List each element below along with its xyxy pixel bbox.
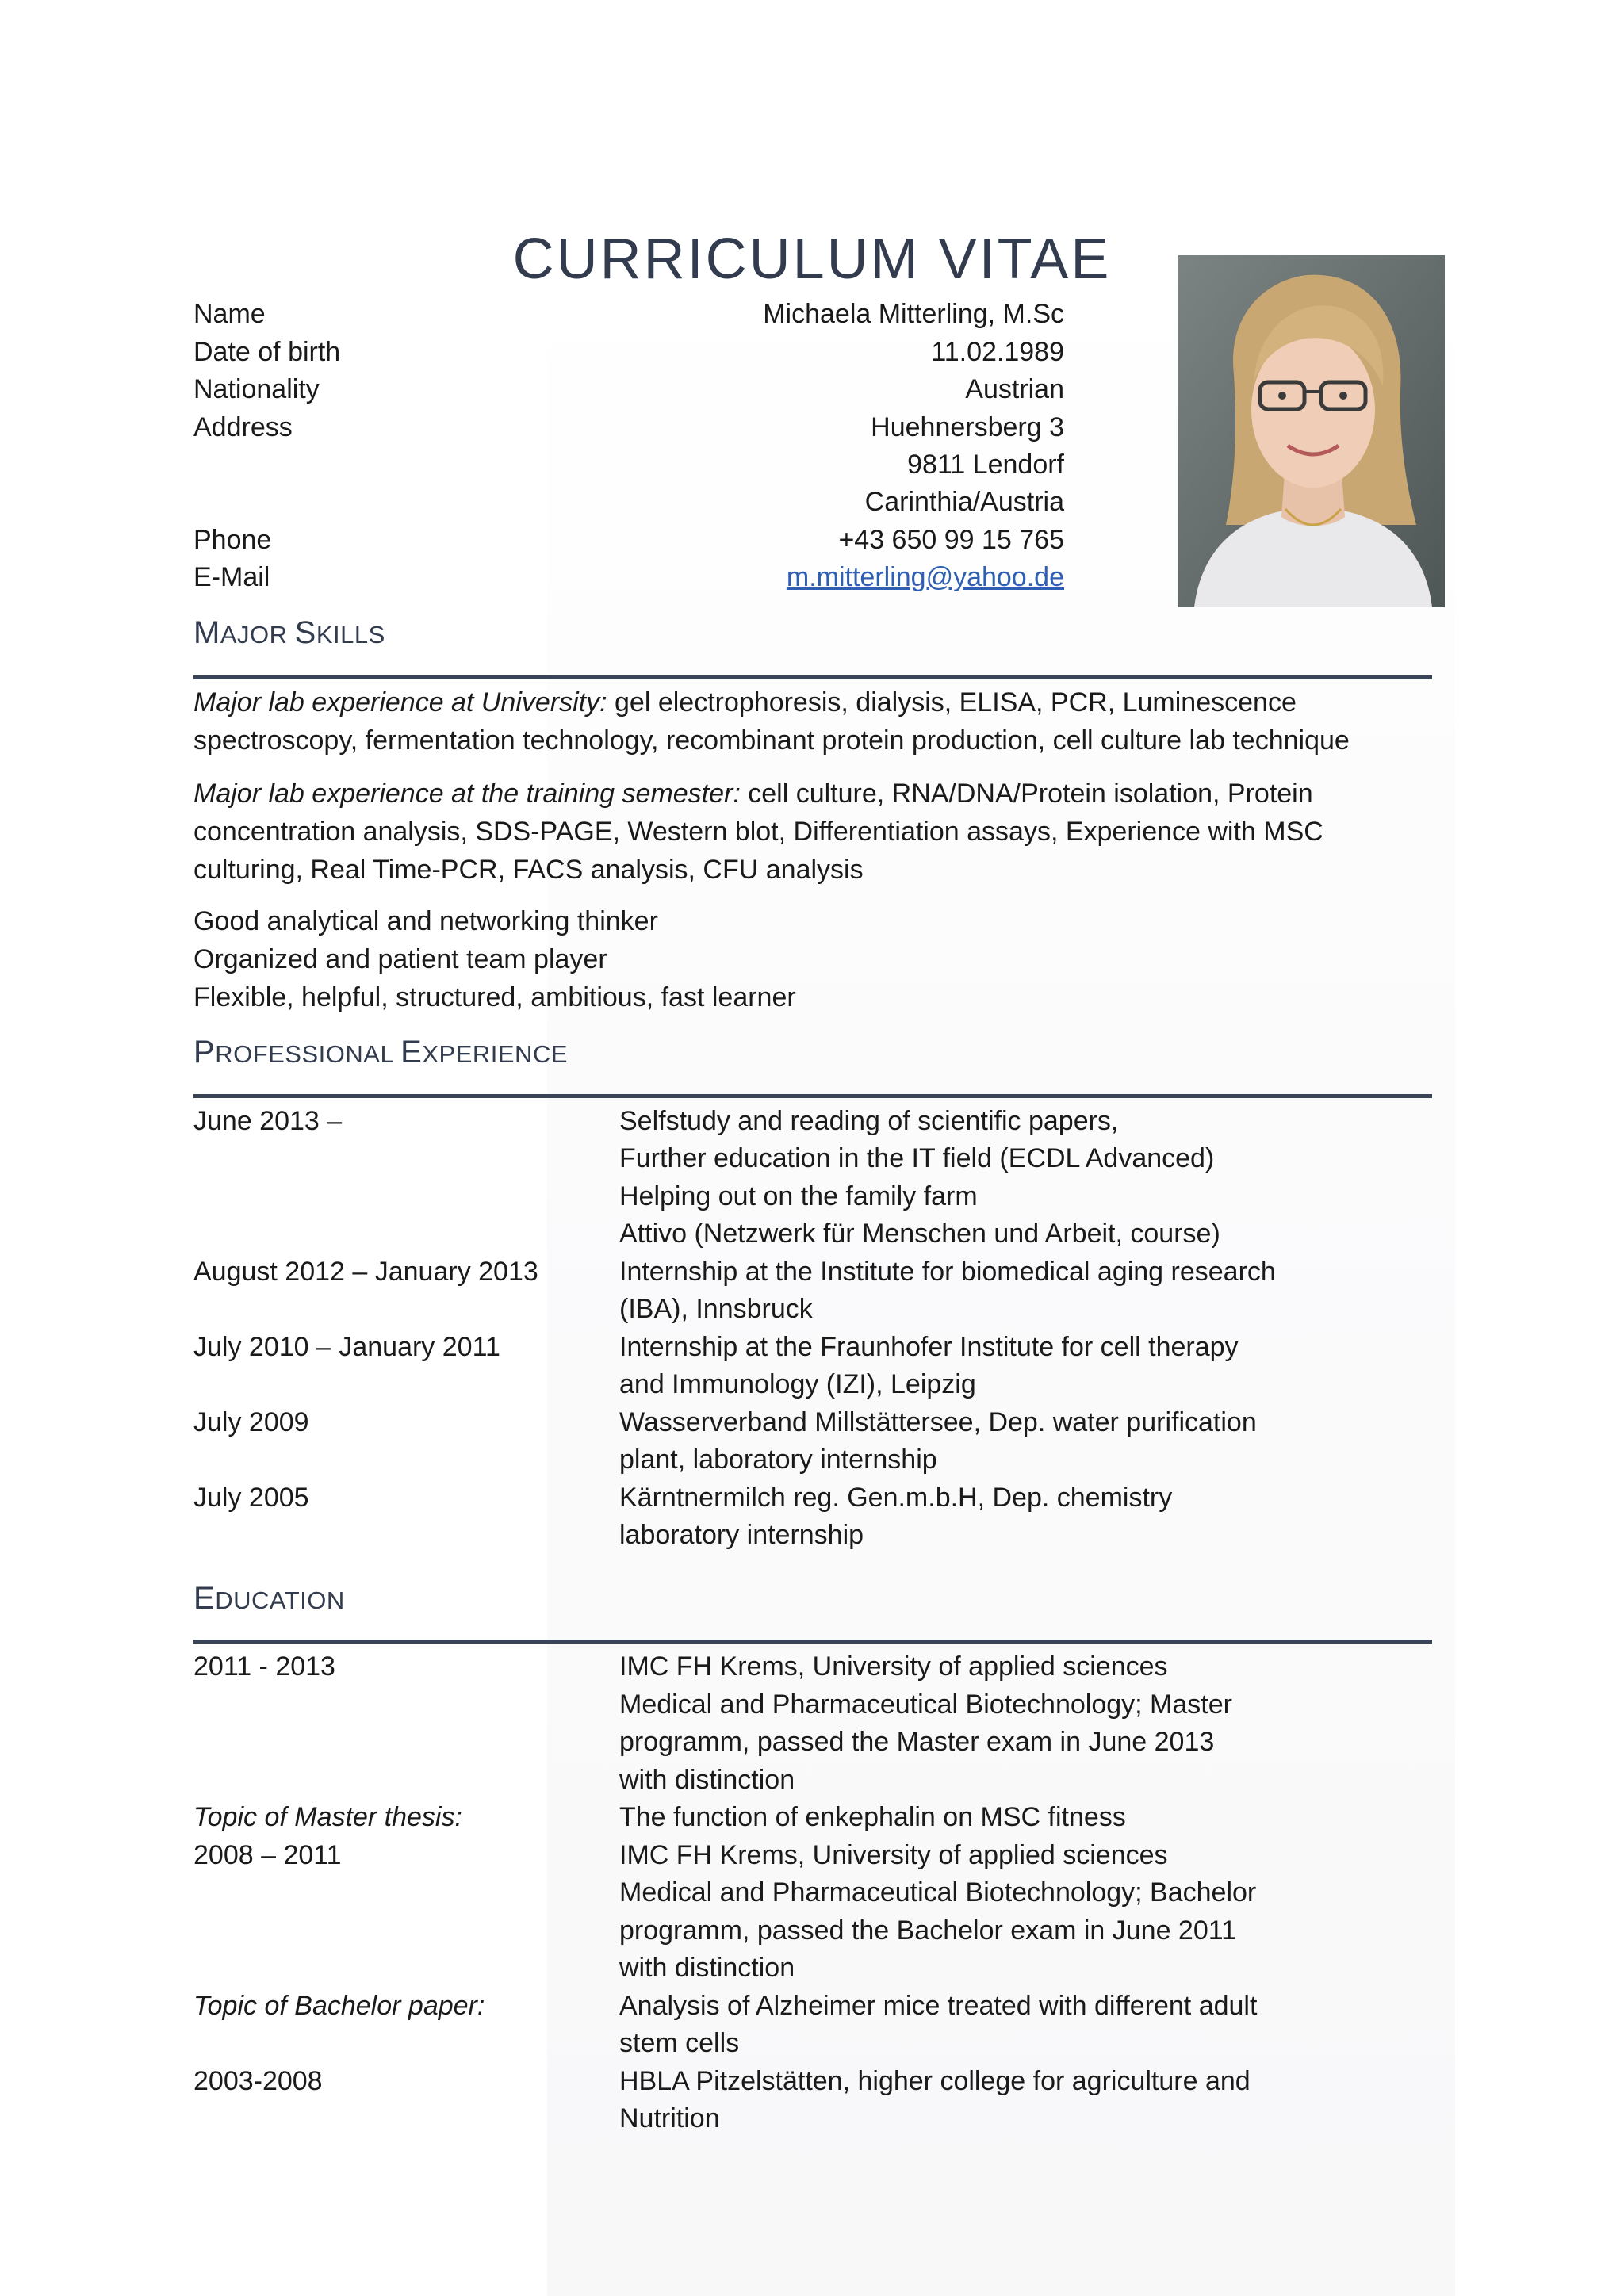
- experience-line: Attivo (Netzwerk für Menschen und Arbeit, course): [619, 1219, 1220, 1249]
- experience-date: July 2010 – January 2011: [193, 1332, 500, 1362]
- section-divider: [193, 1640, 1432, 1644]
- experience-line: (IBA), Innsbruck: [619, 1294, 813, 1324]
- experience-line: Selfstudy and reading of scientific papers,: [619, 1106, 1119, 1136]
- education-line: The function of enkephalin on MSC fitness: [619, 1802, 1126, 1832]
- education-line: programm, passed the Bachelor exam in June 2011: [619, 1915, 1237, 1946]
- education-line: IMC FH Krems, University of applied sciences: [619, 1651, 1168, 1682]
- email-label: E-Mail: [193, 562, 270, 592]
- name-value: Michaela Mitterling, M.Sc: [763, 299, 1064, 329]
- experience-line: Internship at the Institute for biomedical aging research: [619, 1257, 1276, 1287]
- list-item: Organized and patient team player: [193, 944, 607, 974]
- education-line: with distinction: [619, 1765, 795, 1795]
- skills-university: Major lab experience at University: gel electrophoresis, dialysis, ELISA, PCR, Luminescence spectroscopy, fermentation technology, recombinant protein production, cell culture lab technique: [193, 687, 1350, 756]
- education-topic-label: Topic of Master thesis:: [193, 1802, 462, 1832]
- dob-value: 11.02.1989: [931, 337, 1064, 367]
- education-line: programm, passed the Master exam in June 2013: [619, 1727, 1215, 1757]
- list-item: Good analytical and networking thinker: [193, 906, 658, 936]
- section-divider: [193, 675, 1432, 679]
- skills-soft: [193, 902, 1462, 1016]
- experience-date: July 2009: [193, 1407, 309, 1437]
- list-item: Flexible, helpful, structured, ambitious, fast learner: [193, 982, 796, 1012]
- dob-label: Date of birth: [193, 337, 341, 367]
- section-heading-skills: MAJOR SKILLS: [193, 615, 385, 650]
- address-label: Address: [193, 412, 293, 442]
- education-line: with distinction: [619, 1953, 795, 1983]
- experience-date: August 2012 – January 2013: [193, 1257, 538, 1287]
- experience-line: Wasserverband Millstättersee, Dep. water purification: [619, 1407, 1257, 1437]
- address-line-1: Huehnersberg 3: [871, 412, 1064, 442]
- page-title: CURRICULUM VITAE: [512, 228, 1112, 292]
- section-divider: [193, 1094, 1432, 1098]
- education-line: IMC FH Krems, University of applied sciences: [619, 1840, 1168, 1870]
- section-heading-experience: PROFESSIONAL EXPERIENCE: [193, 1035, 569, 1070]
- experience-line: Further education in the IT field (ECDL Advanced): [619, 1143, 1215, 1173]
- experience-line: Kärntnermilch reg. Gen.m.b.H, Dep. chemistry: [619, 1483, 1173, 1513]
- education-line: Medical and Pharmaceutical Biotechnology; Master: [619, 1689, 1232, 1720]
- skills-training-intro: Major lab experience at the training semester:: [193, 779, 741, 809]
- portrait-image: [1178, 255, 1445, 607]
- education-line: Analysis of Alzheimer mice treated with different adult: [619, 1991, 1258, 2021]
- education-line: Medical and Pharmaceutical Biotechnology; Bachelor: [619, 1877, 1257, 1908]
- address-line-3: Carinthia/Austria: [864, 487, 1064, 517]
- address-line-2: 9811 Lendorf: [907, 450, 1064, 480]
- education-line: Nutrition: [619, 2103, 720, 2133]
- nationality-label: Nationality: [193, 374, 320, 404]
- phone-label: Phone: [193, 525, 272, 555]
- experience-line: laboratory internship: [619, 1520, 864, 1550]
- education-date: 2011 - 2013: [193, 1651, 335, 1682]
- section-heading-education: EDUCATION: [193, 1581, 345, 1616]
- education-date: 2008 – 2011: [193, 1840, 342, 1870]
- phone-value: +43 650 99 15 765: [838, 525, 1064, 555]
- education-date: 2003-2008: [193, 2066, 323, 2096]
- skills-university-intro: Major lab experience at University:: [193, 687, 607, 718]
- experience-line: Helping out on the family farm: [619, 1181, 978, 1211]
- nationality-value: Austrian: [965, 374, 1064, 404]
- email-link[interactable]: m.mitterling@yahoo.de: [786, 562, 1064, 592]
- education-line: HBLA Pitzelstätten, higher college for agriculture and: [619, 2066, 1251, 2096]
- education-line: stem cells: [619, 2028, 740, 2058]
- profile-photo: [1178, 255, 1445, 607]
- skills-training: Major lab experience at the training semester: cell culture, RNA/DNA/Protein isolation, Protein concentration analysis, SDS-PAGE, Western blot, Differentiation assays, Experience with MSC culturing, Real Time-PCR, FACS analysis, CFU analysis: [193, 779, 1323, 885]
- experience-line: plant, laboratory internship: [619, 1445, 937, 1475]
- education-topic-label: Topic of Bachelor paper:: [193, 1991, 485, 2021]
- experience-date: June 2013 –: [193, 1106, 343, 1136]
- experience-line: Internship at the Fraunhofer Institute for cell therapy: [619, 1332, 1239, 1362]
- name-label: Name: [193, 299, 266, 329]
- experience-date: July 2005: [193, 1483, 309, 1513]
- experience-line: and Immunology (IZI), Leipzig: [619, 1369, 976, 1399]
